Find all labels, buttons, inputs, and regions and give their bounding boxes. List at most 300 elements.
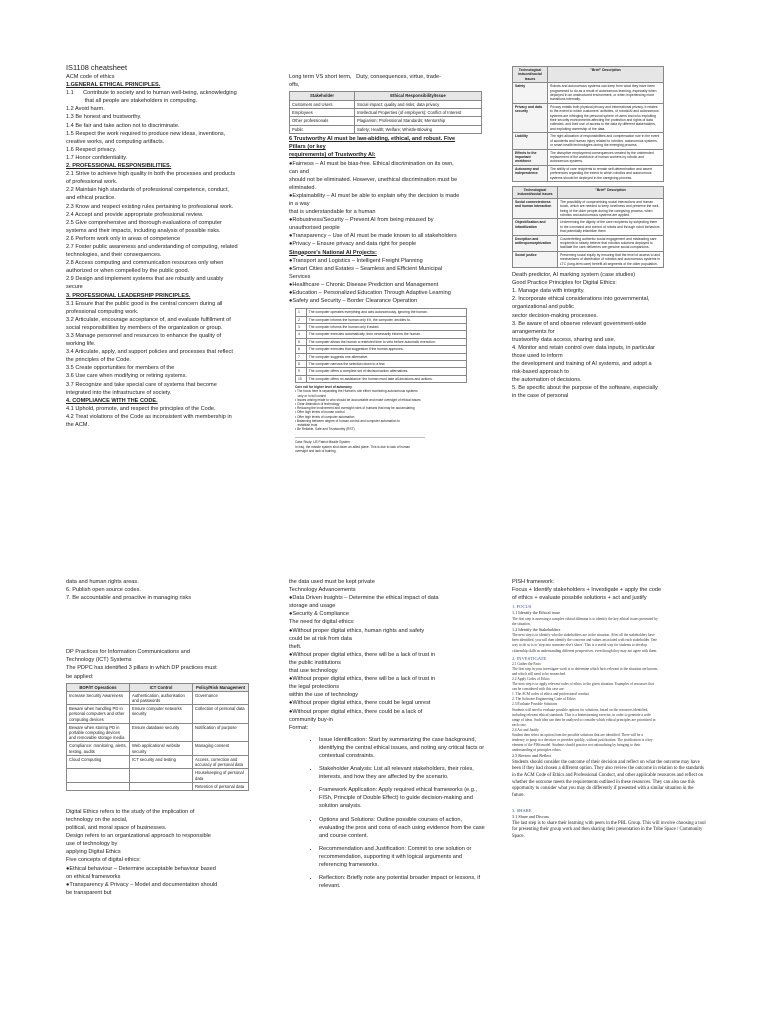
table-row — [290, 109, 482, 117]
table-cell: Safety — [513, 83, 548, 104]
format-item: • Recommendation and Justification: Commit to one solution or recommendation, supporting it with logical arguments and referencing frameworks. — [319, 845, 489, 869]
table-cell: 3 — [296, 324, 307, 331]
pish-text: Students should consider the outcome of their decision and reflect on what the outcome may have — [512, 759, 700, 765]
table-cell: The computer informs the human only if asked. — [306, 324, 466, 331]
text-line: in a way — [289, 200, 310, 207]
format-list — [289, 736, 489, 891]
pish-text: tendency to jump to a decision or provides quickly, without justification. The justification is a key — [512, 738, 653, 743]
table-cell — [67, 782, 130, 790]
autonomy-notes — [295, 385, 482, 431]
table-cell: Ensure database security — [130, 723, 193, 742]
trustworthy-ai-list — [289, 160, 482, 249]
table-cell: The ability of care recipients to remain self-determination and assert preferences regarding the extent to which robotics and autonomous systems should be deployed in the caregiving process. — [548, 165, 664, 181]
text-line: the data used must be kept private — [289, 579, 375, 585]
text-line: sector decision-making processes. — [512, 312, 598, 319]
table-row — [67, 705, 249, 724]
pish-text: The next step is to apply relevant codes of ethics to the given situation. Examples of resources that — [512, 682, 654, 687]
section-heading: 3. PROFESSIONAL LEADERSHIP PRINCIPLES. — [66, 292, 191, 299]
heading-line: requirements) of Trustworthy AI: — [289, 152, 376, 159]
table-header: Technological induced/social issues — [513, 186, 558, 198]
text-line: eliminated. — [289, 184, 317, 191]
pish-text: understanding of principles ethics. — [512, 748, 562, 753]
table-cell — [67, 769, 130, 782]
text-line: offs, — [289, 82, 300, 89]
text-line: that use technology — [289, 668, 338, 675]
pish-text: 2. The Software Engineering Code of Ethics — [512, 697, 576, 702]
text-line: ●Without proper digital ethics, human rights and safety — [289, 627, 425, 634]
text-line: 1.6 Respect privacy. — [66, 146, 117, 153]
pish-text: in the ACM Code of Ethics and Professional Conduct, and other applicable resources and reflect on — [512, 772, 704, 778]
table-cell: The disruptive employment consequences created by the unintended replacement of the workforce of human workers by robotic and autonomous systems. — [548, 149, 664, 165]
table-cell: Privacy entails both physical privacy and informational privacy. It relates to the extent to which customers' activities, of robots/AI and autonomous systems are infringing the personal sphere of users and who exploiting their security environments affecting the protection and rights of data collected, and their use of access to the data by different stakeholders, and exploiting ownership of the data. — [548, 103, 664, 132]
table-row — [290, 100, 482, 108]
text-line: technology on the social, — [66, 817, 128, 823]
text-line: 2. Incorporate ethical considerations into governmental, — [512, 296, 650, 303]
table-cell: The right allocation of responsibilities and compensation rule in the event of accidents and human injury related to robotics, autonomous systems, or smart health technologies during the emerging process. — [548, 133, 664, 149]
text-line: 4. Monitor and retain control over data inputs, in particular — [512, 344, 656, 351]
table-cell: Preserving social equity by ensuring that the level of access to and mechanisms of distribution of robotics and autonomous systems in LTC (long-term care) benefit all segments of the older population. — [558, 251, 664, 267]
stakeholder-table — [289, 91, 482, 134]
pish-heading: 3. SHARE — [512, 808, 532, 814]
text-line: social responsibilities by members of the organization or group. — [66, 324, 223, 331]
table-cell: Customers and Users — [290, 100, 355, 108]
pish-text: Students will need to evaluate possible options for solutions, based on the resources identified, — [512, 707, 649, 712]
text-line: ●Transparency – Use of AI must be made known to all stakeholders — [289, 233, 457, 240]
text-line: the principles of the Code. — [66, 357, 131, 364]
text-line: authorized or when compelled by the public good. — [66, 268, 190, 275]
pish-text: including relevant ethical standards. This is a brainstorming exercise, in order to generate a wide — [512, 712, 651, 717]
table-cell: Autonomy and independence — [513, 165, 548, 181]
table-cell: Compliance: monitoring, alerts, testing, audits — [67, 742, 130, 755]
case-study-title: Case Study: US Patriot Missile System — [295, 440, 350, 445]
text-line: • Balancing between degree of human control and computer automation to — [295, 418, 400, 423]
text-line: • Issues arising relate to who should be accountable and make oversight of ethical issues — [295, 397, 421, 402]
table-row — [513, 219, 664, 235]
table-cell: Cloud Computing — [67, 755, 130, 768]
text-line: arrangements for — [512, 328, 555, 335]
trustworthy-ai-heading — [289, 135, 482, 159]
text-line: establish trust — [295, 423, 318, 428]
text-line: storage and usage — [289, 603, 336, 610]
table-cell: The possibility of compromising social interactions and human touch, which are needed to keep loneliness and preserve the well-being of the older people during the caregiving process, when robotics and autonomous systems are applied. — [558, 198, 664, 219]
table-cell: 1 — [296, 309, 307, 316]
text-line: DP Practices for Information Communications and — [66, 649, 190, 656]
text-line: ●Transport and Logistics – Intelligent Freight Planning — [289, 257, 423, 264]
table-cell: Social impact; quality and risks; data privacy — [355, 100, 482, 108]
table-cell: Housekeeping of personal data — [193, 769, 249, 782]
table-cell: Collection of personal data — [193, 705, 249, 724]
text-line: that is understandable for a human — [289, 209, 376, 216]
text-line: political, and moral space of businesses. — [66, 825, 167, 832]
text-line: the legal protections — [289, 684, 340, 691]
table-cell: Counterfeiting authentic social engagement and misleading care recipients to falsely believe that robotics solutions deployed to facilitate the care deliveries are genuine social companions. — [558, 235, 664, 251]
text-line: ●Explainability – AI must be able to explain why the decision is made — [289, 192, 460, 199]
text-line: be applied: — [66, 673, 94, 680]
text-line: Five concepts of digital ethics: — [66, 857, 141, 864]
text-line: 3.2 Articulate, encourage acceptance of, and evaluate fulfillment of — [66, 316, 231, 323]
table-cell: 10 — [296, 375, 307, 382]
table-cell: Intellectual Properties (of employers); Conflict of Interest — [355, 109, 482, 117]
table-cell: Managing consent — [193, 742, 249, 755]
text-line: • Clear distinction of technology — [295, 402, 340, 407]
table-row — [67, 723, 249, 742]
text-line: 6. Publish open source codes. — [66, 587, 141, 594]
text-line: those used to inform — [512, 352, 563, 359]
pish-text: The first step is assessing a complex ethical dilemma is to identify the key ethical issues presented by — [512, 616, 658, 621]
table-cell: 7 — [296, 353, 307, 360]
table-cell: Effects to the important workforce — [513, 149, 548, 165]
text-line: trustworthy data access, sharing and use. — [512, 336, 616, 343]
digital-ethics-needs — [289, 578, 489, 732]
table-row — [296, 309, 467, 316]
text-line: ●Without proper digital ethics, there will be a lack of trust in — [289, 676, 436, 683]
text-line: Good Practice Principles for Digital Ethics: — [512, 280, 617, 287]
text-line: the public institutions — [289, 659, 341, 666]
pish-text: future. — [512, 792, 525, 798]
table-row — [296, 316, 467, 323]
pish-text: range of ideas. Such idea can then be analysed to consider which ethical principles are prioritised in — [512, 717, 656, 722]
pish-text: can be considered with this case are: — [512, 687, 565, 692]
text-line: Format: — [289, 724, 309, 731]
text-line: ●Without proper digital ethics, there could be legal unrest — [289, 700, 431, 707]
pish-text: whether the outcome meets the requirements outlined in these resources. They can also use this — [512, 779, 695, 785]
text-line: that all people are stakeholders in computing. — [66, 98, 198, 105]
text-line: 1.7 Honor confidentiality. — [66, 154, 128, 161]
table-cell: The computer executes that suggestion if the human approves. — [306, 346, 466, 353]
text-line: PISH framework: — [512, 579, 555, 585]
pish-subheading: 1.2 Identify the Stakeholders — [512, 626, 561, 632]
text-line: oversight and lack of training. — [295, 448, 337, 453]
table-row — [67, 769, 249, 782]
text-line: 2.9 Design and implement systems that are robustly and usably — [66, 276, 224, 283]
table-cell: Beware when storing PD in portable computing devices and removable storage media — [67, 723, 130, 742]
table-cell: The computer informs the human only if it, the computer, decides to. — [306, 316, 466, 323]
text-line: ●Transparency & Privacy – Model and documentation should — [66, 881, 218, 888]
pish-text: The next step is to identify who the stakeholders are in the situation. After all the stakeholders have — [512, 633, 655, 638]
table-cell: Objectification and infantilization — [513, 219, 558, 235]
text-line: creative works, and computing artifacts. — [66, 138, 165, 145]
table-cell: Privacy and data security — [513, 103, 548, 132]
table-row — [296, 346, 467, 353]
column-stakeholders-ai — [289, 73, 482, 453]
pish-text: the situation. — [512, 621, 531, 626]
text-line: integrated into the infrastructure of society. — [66, 389, 172, 396]
text-line: 2.8 Access computing and communication resources only when — [66, 260, 224, 267]
table-cell: Social connectedness and human interaction — [513, 198, 558, 219]
table-row — [296, 338, 467, 345]
text-line: 2.7 Foster public awareness and understanding of computing, related — [66, 243, 238, 250]
table-row — [296, 361, 467, 368]
pish-text: The first step in your investigate work is to determine which facts relevant to the situation are known, — [512, 666, 659, 671]
text-line: could be at risk from data — [289, 635, 352, 642]
text-line: can and — [289, 168, 309, 175]
text-line: • Offer high levels of computer automation — [295, 414, 355, 419]
table-cell: Liability — [513, 133, 548, 149]
table-header: ICT Control — [130, 683, 193, 691]
pish-text: element of the FISh model. Students should practice not rationalising by bringing to their — [512, 743, 641, 748]
table-cell: Deception and anthropomorphization — [513, 235, 558, 251]
table-cell: The computer operates everything and acts autonomously, ignoring the human. — [306, 309, 466, 316]
text-line: professional computing work. — [66, 308, 139, 315]
column-robot-issues — [512, 66, 712, 401]
text-line: ●Privacy – Ensure privacy and data right for people — [289, 241, 417, 248]
text-line: 4.2 Treat violations of the Code as inconsistent with membership in — [66, 413, 232, 420]
text-line: 2.2 Maintain high standards of professional competence, conduct, — [66, 187, 229, 194]
table-row — [290, 117, 482, 125]
pish-text: Space. — [512, 833, 525, 839]
text-line: 3.7 Recognize and take special care of systems that become — [66, 381, 217, 388]
pish-text: each case. — [512, 722, 527, 727]
table-cell: The computer offers a complete set of decision/action alternatives. — [306, 368, 466, 375]
text-line: the development and training of AI systems, and adopt a — [512, 361, 652, 368]
text-line: the ACM. — [66, 422, 90, 429]
table-row — [513, 235, 664, 251]
digital-ethics-text — [66, 808, 278, 897]
column-dp-practices — [66, 578, 278, 897]
autonomy-scale-table — [295, 308, 467, 383]
robot-issues-table-2 — [512, 186, 664, 268]
table-row — [296, 368, 467, 375]
pish-text: opportunity to consider what you may do differently if presented with a similar situation in the — [512, 786, 694, 792]
table-row — [67, 782, 249, 790]
pish-text: been identified, you will then identify the concerns and values associated with each stakeholder. One — [512, 638, 657, 643]
table-header: Policy/Risk Management — [193, 683, 249, 691]
table-cell: 9 — [296, 368, 307, 375]
text-line: ●Robustness/Security – Prevent AI from being misused by — [289, 217, 434, 224]
table-cell: The computer offers no assistance: the human must take all decisions and actions. — [306, 375, 466, 382]
text-line: 3.3 Manage personnel and resources to enhance the quality of — [66, 333, 222, 339]
table-row — [513, 251, 664, 267]
text-line: The need for digital ethics: — [289, 619, 355, 626]
case-study — [295, 437, 425, 453]
text-line: The PDPC has identified 3 pillars in which DP practices must — [66, 665, 217, 672]
section-heading: 1.GENERAL ETHICAL PRINCIPLES. — [66, 82, 161, 89]
table-row — [513, 198, 664, 219]
text-line: only or in full control — [295, 393, 327, 398]
robot-issues-table-1 — [512, 66, 664, 182]
format-item: • Options and Solutions: Outline possible courses of action, evaluating the pros and cons of each using evidence from the case and course content. — [319, 816, 489, 840]
table-row — [67, 691, 249, 704]
text-line: Focus + Identify stakeholders + Investigate + apply the code — [512, 587, 662, 594]
table-row — [513, 165, 664, 181]
pish-subheading: 3.1 Share and Discuss — [512, 814, 549, 820]
pish-text: citizenship skills as understanding different perspectives, even though they may not agree with them. — [512, 648, 658, 653]
pish-text: for presenting their group work and then sharing their presentation in the Tribe Space / Community — [512, 827, 703, 833]
section-heading: 2. PROFESSIONAL RESPONSIBILITIES. — [66, 163, 172, 170]
table-row — [290, 125, 482, 133]
table-header: "Brief" Description — [548, 67, 664, 83]
table-cell: 6 — [296, 346, 307, 353]
text-line: on ethical frameworks — [66, 873, 121, 880]
table-cell — [130, 769, 193, 782]
table-cell: The computer allows the human a restricted time to veto before automatic execution. — [306, 338, 466, 345]
text-line: working life. — [66, 341, 96, 348]
table-cell: Safety; Health; Welfare; Whistle-Blowing — [355, 125, 482, 133]
pish-text: 1. The ACM codes of ethics and professional conduct — [512, 692, 590, 697]
table-cell — [130, 782, 193, 790]
table-cell: Robots and autonomous systems can keep from what they have been programmed to do as a result of autonomous learning, especially when deployed in an unstructured environment, or when experiencing more transitions internally. — [548, 83, 664, 104]
text-line: Design refers to an organizational approach to responsible — [66, 833, 211, 840]
table-cell: 2 — [296, 316, 307, 323]
text-line: • Reducing the involvement and oversight roles of humans that may be accumulating — [295, 406, 415, 411]
text-line: risk-based approach to — [512, 369, 569, 376]
pish-text: and which still need to be researched. — [512, 671, 566, 676]
table-row — [513, 133, 664, 149]
pish-detail — [512, 603, 712, 840]
text-line: 4.1 Uphold, promote, and respect the principles of the Code. — [66, 405, 216, 412]
autonomy-notes-title: Core roll for higher level of autonomy — [295, 385, 352, 390]
text-line: ●Data Driven Insights – Determine the ethical impact of data — [289, 595, 439, 602]
text-line: • Offer high levels of human control — [295, 410, 345, 415]
text-line: ACM code of ethics — [66, 74, 115, 80]
text-line: 7. Be accountable and proactive in managing risks — [66, 595, 192, 602]
text-line: and ethical practice. — [66, 195, 116, 202]
table-header: BOP/IT Operations — [67, 683, 130, 691]
text-line: ●Without proper digital ethics, there could be a lack of — [289, 708, 423, 715]
format-item: • Issue Identification: Start by summarizing the case background, identifying the central ethical issues, and noting any critical facts or contextual constraints. — [319, 736, 489, 760]
column-digital-ethics-format — [289, 578, 489, 895]
digital-ethics-principles — [512, 271, 712, 401]
acm-code-list — [66, 73, 278, 429]
table-cell: The computer narrows the selection down to a few. — [306, 361, 466, 368]
text-line: Long term VS short term, Duty, consequences, virtue, trade- — [289, 74, 441, 80]
pish-text — [512, 799, 712, 806]
dp-intro — [66, 648, 278, 680]
format-item: • Reflection: Briefly note any potential broader impact or lessons, if relevant. — [319, 874, 489, 890]
pish-text: 2.3 Evaluate Possible Solutions — [512, 702, 558, 707]
pish-subheading: 1.1 Identify the Ethical issue — [512, 610, 561, 616]
table-header: Stakeholder — [290, 92, 355, 100]
pish-subheading: 2.5 Review and Reflect — [512, 753, 552, 759]
text-line: 1.4 Be fair and take action not to discriminate. — [66, 122, 180, 129]
text-line: 2.3 Know and respect existing rules pertaining to professional work. — [66, 203, 234, 210]
table-cell: 8 — [296, 361, 307, 368]
pish-text: Student then select an option from the possible solutions that are identified. There will be a — [512, 732, 643, 737]
heading-line: Pillars (or key — [289, 144, 326, 151]
table-cell: Undermining the dignity of the care recipients by subjecting them to the command and control of robots and through robot behaviors that potentially infantilize them. — [558, 219, 664, 235]
table-cell: Other professionals — [290, 117, 355, 125]
heading-line: 6 Trustworthy AI must be law-abiding, ethical, and robust. Five — [289, 136, 456, 143]
text-line: unauthorised people — [289, 225, 340, 232]
text-line: Death predictor, AI marking system (case studies) — [512, 272, 636, 279]
text-line: 1. Manage data with integrity. — [512, 288, 585, 295]
table-row — [513, 83, 664, 104]
table-cell: Retention of personal data — [193, 782, 249, 790]
table-header: "Brief" Description — [558, 186, 664, 198]
text-line: theft. — [289, 643, 302, 650]
pish-heading: 2. INVESTIGATE — [512, 655, 547, 661]
text-line: in the case of personal — [512, 393, 569, 400]
text-line: 1.1 Contribute to society and to human well-being, acknowledging — [66, 90, 237, 97]
table-row — [67, 742, 249, 755]
text-line: 3.6 Use care when modifying or retiring systems. — [66, 373, 187, 380]
text-line: data and human rights areas. — [66, 579, 139, 585]
table-cell: The computer suggests one alternative. — [306, 353, 466, 360]
text-line: ●Healthcare – Chronic Disease Prediction and Management — [289, 281, 439, 288]
dp-practices-table — [66, 683, 249, 791]
table-cell: Employees — [290, 109, 355, 117]
table-cell: The computer executes automatically, then necessarily informs the human. — [306, 331, 466, 338]
table-cell: Web applications/ website security — [130, 742, 193, 755]
text-line: use of technology by — [66, 841, 118, 848]
table-cell: Authentication, authorisation and passwords — [130, 691, 193, 704]
text-line: community buy-in — [289, 716, 333, 723]
text-line: Technology Advancements — [289, 587, 356, 594]
text-line: the automation of decisions. — [512, 377, 582, 384]
pish-text: 2.4 Act and Justify — [512, 727, 539, 732]
text-line: ●Without proper digital ethics, there will be a lack of trust in — [289, 651, 436, 658]
text-line: 3.4 Articulate, apply, and support policies and processes that reflect — [66, 349, 233, 356]
text-line: systems and their impacts, including analysis of possible risks. — [66, 227, 221, 234]
text-line: 3. Be aware of and observe relevant government-wide — [512, 320, 647, 327]
table-row — [513, 103, 664, 132]
text-line: 3.5 Create opportunities for members of the — [66, 365, 175, 372]
table-cell: Increase Security Awareness — [67, 691, 130, 704]
text-line: of professional work. — [66, 179, 118, 186]
table-cell: Plagiarism; Professional Standards; Mentorship — [355, 117, 482, 125]
table-header: Ethical Responsibility/Issue — [355, 92, 482, 100]
text-line: within the use of technology — [289, 692, 359, 699]
table-cell: Beware when handling PD in personal computers and other computing devices — [67, 705, 130, 724]
pish-text: 2.1 Gather the Facts — [512, 661, 541, 666]
text-line: Digital Ethics refers to the study of the implication of — [66, 808, 195, 815]
table-cell: 5 — [296, 338, 307, 345]
text-line: Technology (ICT) Systems — [66, 657, 132, 664]
text-line: ●Security & Compliance — [289, 611, 349, 618]
table-row — [296, 331, 467, 338]
pish-summary — [512, 578, 712, 602]
pish-heading: 1. FOCUS — [512, 604, 532, 610]
format-item: • Stakeholder Analysis: List all relevant stakeholders, their roles, interests, and how they are affected by the scenario. — [319, 765, 489, 781]
sg-ai-list — [289, 257, 482, 306]
table-cell: Ensure computer networks security — [130, 705, 193, 724]
table-row — [513, 149, 664, 165]
pish-text: The last step is to share their learning with peers in the PBL Group. This will involve choosing a tool — [512, 820, 706, 826]
text-line: of ethics + evaluate possbile solutions + act and justify — [512, 595, 647, 602]
text-line: ●Smart Cities and Estates – Seamless and Efficient Municipal — [289, 265, 443, 272]
text-line: technologies, and their consequences. — [66, 252, 162, 259]
text-line: ●Ethical behaviour – Determine acceptable behaviour based — [66, 865, 216, 872]
pish-text: 2.2 Apply Codes of Ethics — [512, 676, 550, 681]
column-pish-framework — [512, 578, 712, 841]
text-line: ●Safety and Security – Border Clearance Operation — [289, 298, 418, 305]
text-line: be transparent but — [66, 889, 112, 896]
column-acm-code — [66, 63, 278, 429]
table-cell: Notification of purpose — [193, 723, 249, 742]
text-line: applying Digital Ethics — [66, 849, 121, 856]
text-line: should not be eliminated. However, unethical discrimination must be — [289, 176, 458, 183]
text-line: • Be Reliable, Safe and Trustworthy (RST) — [295, 427, 355, 432]
page-title: IS1108 cheatsheet — [66, 63, 128, 72]
table-header: Technological induced/social issues — [513, 67, 548, 83]
text-line: In Iraq, the missile system shot down an allied plane. This is due to lack of human — [295, 444, 411, 449]
intro-text — [289, 73, 482, 89]
format-item: • Framework Application: Apply required ethical frameworks (e.g., FISh, Principle of Double Effect) to guide decision-making and solution analysis. — [319, 786, 489, 810]
table-row — [67, 755, 249, 768]
table-row — [296, 353, 467, 360]
text-line: 1.2 Avoid harm. — [66, 106, 105, 113]
section-heading: 4. COMPLIANCE WITH THE CODE. — [66, 397, 158, 404]
table-cell: 4 — [296, 331, 307, 338]
text-line: 2.5 Give comprehensive and thorough evaluations of computer — [66, 219, 222, 226]
table-cell: Governance — [193, 691, 249, 704]
table-row — [296, 324, 467, 331]
text-line: 1.5 Respect the work required to produce new ideas, inventions, — [66, 130, 226, 137]
text-line: secure — [66, 284, 83, 291]
text-line: Services — [289, 273, 311, 280]
text-line: 1.3 Be honest and trustworthy. — [66, 114, 142, 121]
table-row — [296, 375, 467, 382]
